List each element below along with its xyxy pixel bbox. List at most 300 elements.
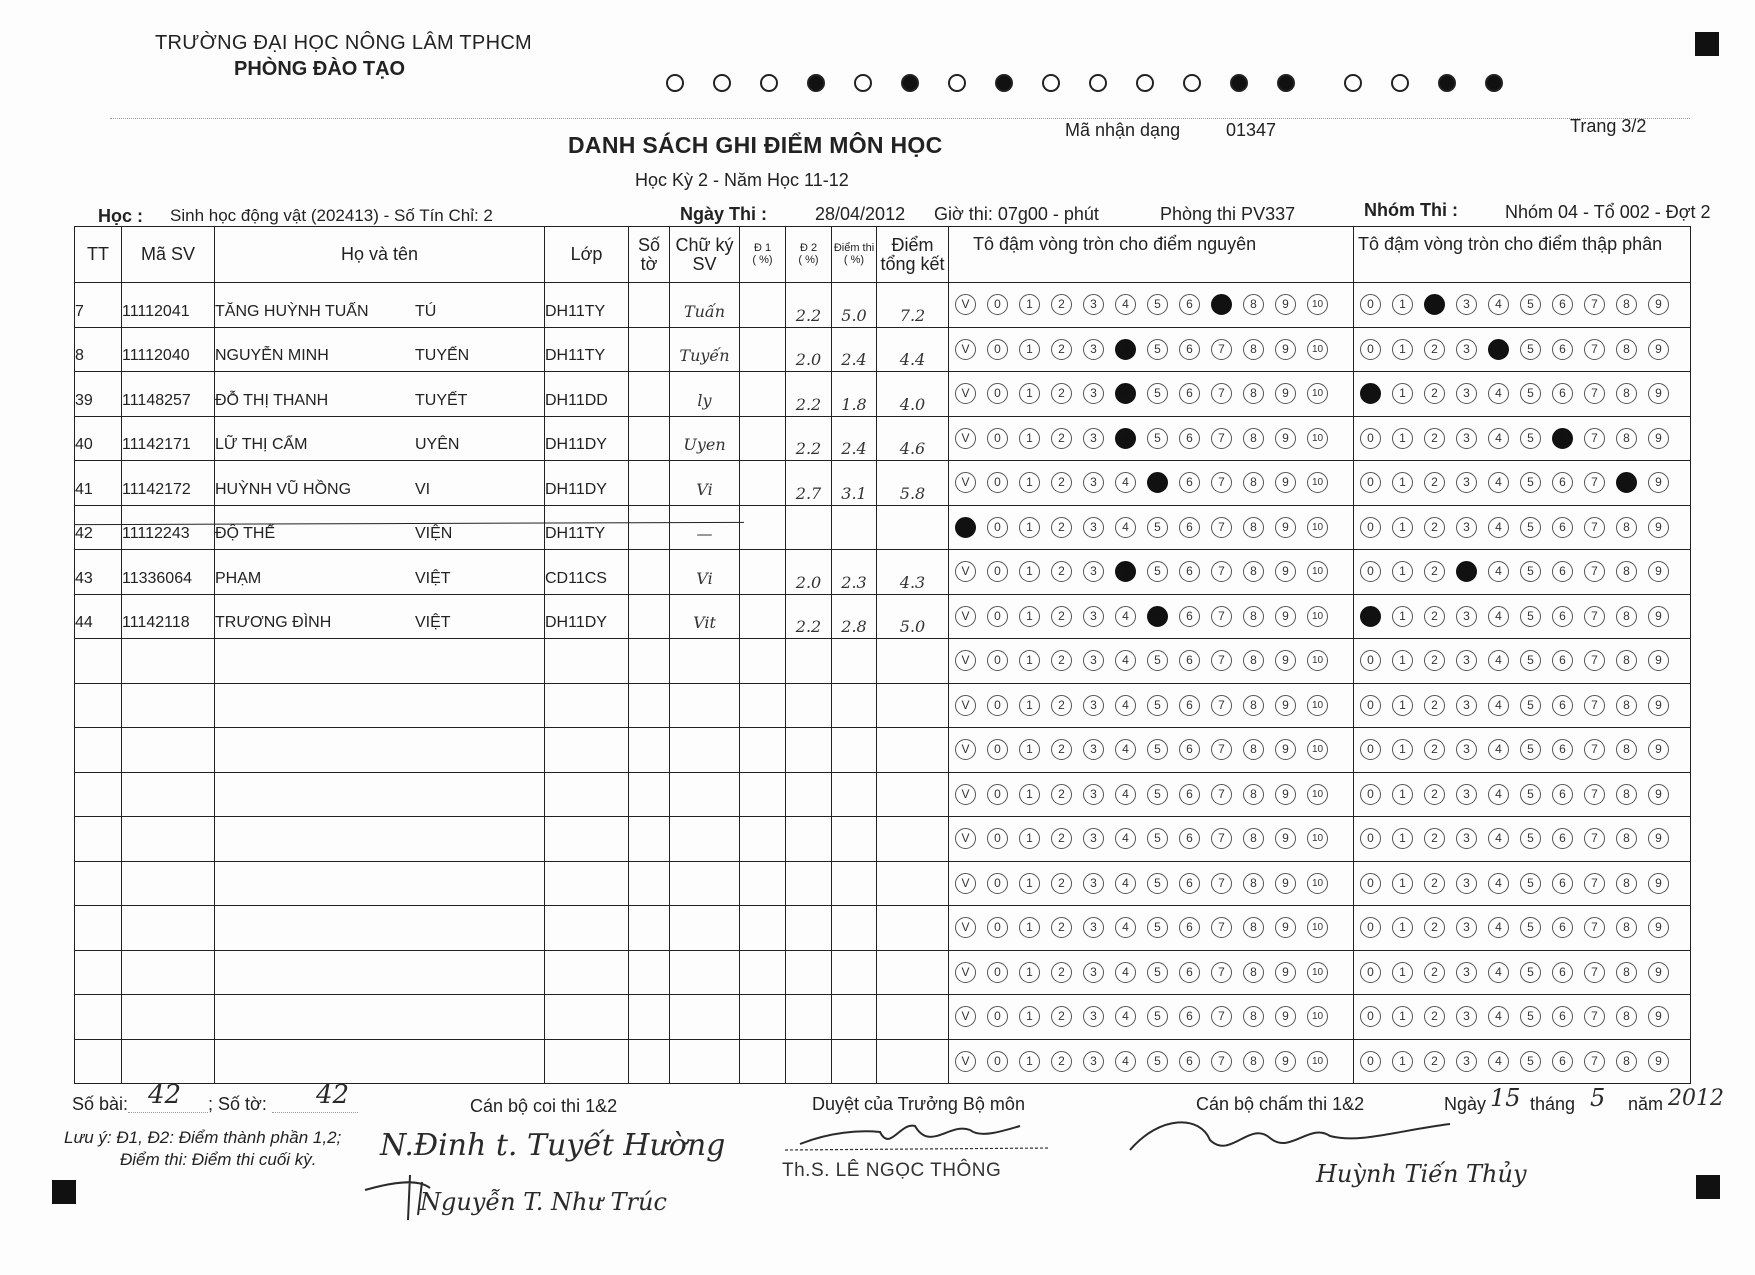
score-bubble[interactable]: 3: [1083, 873, 1104, 894]
score-bubble[interactable]: 4: [1115, 383, 1136, 404]
score-bubble[interactable]: 3: [1083, 1006, 1104, 1027]
score-bubble[interactable]: V: [955, 784, 976, 805]
score-bubble[interactable]: 4: [1115, 606, 1136, 627]
score-bubble[interactable]: 6: [1552, 873, 1573, 894]
score-bubble[interactable]: 6: [1552, 294, 1573, 315]
score-bubble[interactable]: 8: [1616, 472, 1637, 493]
score-bubble[interactable]: 5: [1520, 472, 1541, 493]
score-bubble[interactable]: 9: [1648, 561, 1669, 582]
score-bubble[interactable]: V: [955, 472, 976, 493]
score-bubble[interactable]: 6: [1179, 739, 1200, 760]
score-bubble[interactable]: 3: [1456, 428, 1477, 449]
score-bubble[interactable]: 5: [1147, 828, 1168, 849]
score-bubble[interactable]: 5: [1520, 517, 1541, 538]
score-bubble[interactable]: V: [955, 339, 976, 360]
score-bubble[interactable]: 2: [1051, 828, 1072, 849]
score-bubble[interactable]: 3: [1083, 339, 1104, 360]
score-bubble[interactable]: 7: [1211, 873, 1232, 894]
score-bubble[interactable]: 4: [1115, 428, 1136, 449]
score-bubble[interactable]: 6: [1179, 1006, 1200, 1027]
score-bubble[interactable]: 6: [1179, 517, 1200, 538]
score-bubble[interactable]: 6: [1179, 695, 1200, 716]
score-bubble[interactable]: V: [955, 650, 976, 671]
score-bubble[interactable]: 1: [1019, 917, 1040, 938]
score-bubble[interactable]: 7: [1211, 962, 1232, 983]
score-bubble[interactable]: V: [955, 606, 976, 627]
score-bubble[interactable]: 7: [1584, 1006, 1605, 1027]
score-bubble[interactable]: 6: [1179, 383, 1200, 404]
score-bubble[interactable]: V: [955, 294, 976, 315]
score-bubble[interactable]: 3: [1456, 873, 1477, 894]
score-bubble[interactable]: 6: [1552, 650, 1573, 671]
score-bubble[interactable]: 4: [1488, 828, 1509, 849]
score-bubble[interactable]: 7: [1584, 695, 1605, 716]
score-bubble[interactable]: 7: [1211, 828, 1232, 849]
score-bubble[interactable]: 7: [1211, 294, 1232, 315]
score-bubble[interactable]: 7: [1211, 695, 1232, 716]
score-bubble[interactable]: 7: [1584, 383, 1605, 404]
score-bubble[interactable]: 7: [1584, 517, 1605, 538]
score-bubble[interactable]: 9: [1648, 739, 1669, 760]
score-bubble[interactable]: 4: [1488, 383, 1509, 404]
score-bubble[interactable]: 5: [1520, 1006, 1541, 1027]
score-bubble[interactable]: 0: [1360, 383, 1381, 404]
score-bubble[interactable]: 9: [1275, 739, 1296, 760]
score-bubble[interactable]: 8: [1616, 650, 1637, 671]
score-bubble[interactable]: 3: [1456, 917, 1477, 938]
score-bubble[interactable]: 5: [1147, 695, 1168, 716]
score-bubble[interactable]: 3: [1456, 383, 1477, 404]
score-bubble[interactable]: 7: [1584, 784, 1605, 805]
score-bubble[interactable]: 7: [1584, 428, 1605, 449]
score-bubble[interactable]: 2: [1424, 917, 1445, 938]
score-bubble[interactable]: 3: [1083, 428, 1104, 449]
score-bubble[interactable]: 1: [1019, 1051, 1040, 1072]
score-bubble[interactable]: 2: [1424, 294, 1445, 315]
score-bubble[interactable]: 9: [1648, 917, 1669, 938]
score-bubble[interactable]: 3: [1456, 650, 1477, 671]
score-bubble[interactable]: 9: [1275, 606, 1296, 627]
score-bubble[interactable]: 0: [1360, 606, 1381, 627]
score-bubble[interactable]: 6: [1179, 339, 1200, 360]
score-bubble[interactable]: 0: [987, 428, 1008, 449]
score-bubble[interactable]: V: [955, 962, 976, 983]
score-bubble[interactable]: 7: [1584, 873, 1605, 894]
score-bubble[interactable]: 1: [1392, 294, 1413, 315]
score-bubble[interactable]: 10: [1307, 873, 1328, 894]
score-bubble[interactable]: 2: [1424, 1051, 1445, 1072]
score-bubble[interactable]: 8: [1616, 962, 1637, 983]
score-bubble[interactable]: 0: [1360, 339, 1381, 360]
score-bubble[interactable]: 9: [1275, 828, 1296, 849]
score-bubble[interactable]: 2: [1051, 962, 1072, 983]
score-bubble[interactable]: 2: [1424, 428, 1445, 449]
score-bubble[interactable]: 2: [1424, 695, 1445, 716]
score-bubble[interactable]: 4: [1115, 561, 1136, 582]
score-bubble[interactable]: 4: [1488, 428, 1509, 449]
score-bubble[interactable]: 3: [1083, 828, 1104, 849]
score-bubble[interactable]: 0: [1360, 294, 1381, 315]
score-bubble[interactable]: 7: [1211, 739, 1232, 760]
score-bubble[interactable]: 7: [1211, 650, 1232, 671]
score-bubble[interactable]: 5: [1147, 873, 1168, 894]
score-bubble[interactable]: 4: [1488, 695, 1509, 716]
score-bubble[interactable]: 9: [1648, 383, 1669, 404]
score-bubble[interactable]: 9: [1648, 517, 1669, 538]
score-bubble[interactable]: 2: [1424, 339, 1445, 360]
score-bubble[interactable]: 2: [1051, 428, 1072, 449]
score-bubble[interactable]: 2: [1424, 606, 1445, 627]
score-bubble[interactable]: 8: [1243, 606, 1264, 627]
score-bubble[interactable]: 5: [1520, 784, 1541, 805]
score-bubble[interactable]: 0: [1360, 428, 1381, 449]
score-bubble[interactable]: V: [955, 739, 976, 760]
score-bubble[interactable]: 7: [1211, 1006, 1232, 1027]
score-bubble[interactable]: 4: [1115, 294, 1136, 315]
score-bubble[interactable]: 1: [1392, 428, 1413, 449]
score-bubble[interactable]: 4: [1115, 517, 1136, 538]
score-bubble[interactable]: 9: [1648, 1051, 1669, 1072]
score-bubble[interactable]: 0: [1360, 739, 1381, 760]
score-bubble[interactable]: 8: [1616, 828, 1637, 849]
score-bubble[interactable]: 4: [1488, 873, 1509, 894]
score-bubble[interactable]: 1: [1019, 383, 1040, 404]
score-bubble[interactable]: 2: [1051, 695, 1072, 716]
score-bubble[interactable]: 3: [1456, 472, 1477, 493]
score-bubble[interactable]: 8: [1243, 828, 1264, 849]
score-bubble[interactable]: 3: [1083, 561, 1104, 582]
score-bubble[interactable]: 10: [1307, 428, 1328, 449]
score-bubble[interactable]: 8: [1616, 383, 1637, 404]
score-bubble[interactable]: 4: [1488, 294, 1509, 315]
score-bubble[interactable]: 5: [1147, 383, 1168, 404]
score-bubble[interactable]: 1: [1019, 695, 1040, 716]
score-bubble[interactable]: 2: [1424, 962, 1445, 983]
score-bubble[interactable]: 8: [1616, 561, 1637, 582]
score-bubble[interactable]: 9: [1275, 472, 1296, 493]
score-bubble[interactable]: 0: [987, 828, 1008, 849]
score-bubble[interactable]: 8: [1616, 1051, 1637, 1072]
score-bubble[interactable]: 0: [987, 917, 1008, 938]
score-bubble[interactable]: V: [955, 561, 976, 582]
score-bubble[interactable]: V: [955, 828, 976, 849]
score-bubble[interactable]: 2: [1424, 1006, 1445, 1027]
score-bubble[interactable]: 3: [1456, 294, 1477, 315]
score-bubble[interactable]: 3: [1083, 695, 1104, 716]
score-bubble[interactable]: 9: [1275, 917, 1296, 938]
score-bubble[interactable]: 9: [1648, 873, 1669, 894]
score-bubble[interactable]: 9: [1648, 650, 1669, 671]
score-bubble[interactable]: 4: [1115, 695, 1136, 716]
score-bubble[interactable]: 9: [1275, 428, 1296, 449]
score-bubble[interactable]: 6: [1179, 294, 1200, 315]
score-bubble[interactable]: 4: [1115, 472, 1136, 493]
score-bubble[interactable]: 6: [1179, 962, 1200, 983]
score-bubble[interactable]: 8: [1243, 472, 1264, 493]
score-bubble[interactable]: 1: [1019, 606, 1040, 627]
score-bubble[interactable]: 1: [1392, 739, 1413, 760]
score-bubble[interactable]: 6: [1552, 1051, 1573, 1072]
score-bubble[interactable]: 5: [1520, 606, 1541, 627]
score-bubble[interactable]: 2: [1051, 650, 1072, 671]
score-bubble[interactable]: 9: [1648, 695, 1669, 716]
score-bubble[interactable]: V: [955, 1051, 976, 1072]
score-bubble[interactable]: 10: [1307, 739, 1328, 760]
score-bubble[interactable]: 4: [1115, 828, 1136, 849]
score-bubble[interactable]: 6: [1552, 383, 1573, 404]
score-bubble[interactable]: 0: [987, 784, 1008, 805]
score-bubble[interactable]: 2: [1424, 784, 1445, 805]
score-bubble[interactable]: V: [955, 695, 976, 716]
score-bubble[interactable]: 5: [1147, 650, 1168, 671]
score-bubble[interactable]: 1: [1392, 1051, 1413, 1072]
score-bubble[interactable]: 10: [1307, 517, 1328, 538]
score-bubble[interactable]: 6: [1552, 695, 1573, 716]
score-bubble[interactable]: 7: [1211, 339, 1232, 360]
score-bubble[interactable]: 2: [1051, 383, 1072, 404]
score-bubble[interactable]: 0: [1360, 962, 1381, 983]
score-bubble[interactable]: 4: [1115, 339, 1136, 360]
score-bubble[interactable]: 1: [1392, 561, 1413, 582]
score-bubble[interactable]: 8: [1243, 428, 1264, 449]
score-bubble[interactable]: 1: [1019, 962, 1040, 983]
score-bubble[interactable]: 7: [1584, 294, 1605, 315]
score-bubble[interactable]: 7: [1211, 1051, 1232, 1072]
score-bubble[interactable]: 5: [1520, 962, 1541, 983]
score-bubble[interactable]: 6: [1552, 828, 1573, 849]
score-bubble[interactable]: 7: [1584, 650, 1605, 671]
score-bubble[interactable]: 1: [1019, 517, 1040, 538]
score-bubble[interactable]: 8: [1243, 561, 1264, 582]
score-bubble[interactable]: 6: [1552, 428, 1573, 449]
score-bubble[interactable]: 3: [1456, 1051, 1477, 1072]
score-bubble[interactable]: 5: [1520, 739, 1541, 760]
score-bubble[interactable]: 10: [1307, 695, 1328, 716]
score-bubble[interactable]: 7: [1211, 606, 1232, 627]
score-bubble[interactable]: 5: [1147, 294, 1168, 315]
score-bubble[interactable]: 5: [1147, 339, 1168, 360]
score-bubble[interactable]: 4: [1115, 917, 1136, 938]
score-bubble[interactable]: 7: [1584, 472, 1605, 493]
score-bubble[interactable]: 2: [1051, 1051, 1072, 1072]
score-bubble[interactable]: 8: [1243, 695, 1264, 716]
score-bubble[interactable]: 8: [1616, 339, 1637, 360]
score-bubble[interactable]: 9: [1648, 428, 1669, 449]
score-bubble[interactable]: 6: [1552, 517, 1573, 538]
score-bubble[interactable]: 5: [1147, 517, 1168, 538]
score-bubble[interactable]: 5: [1520, 917, 1541, 938]
score-bubble[interactable]: 0: [987, 561, 1008, 582]
score-bubble[interactable]: 4: [1115, 873, 1136, 894]
score-bubble[interactable]: 9: [1275, 294, 1296, 315]
score-bubble[interactable]: 2: [1051, 472, 1072, 493]
score-bubble[interactable]: 10: [1307, 784, 1328, 805]
score-bubble[interactable]: 0: [987, 339, 1008, 360]
score-bubble[interactable]: 1: [1019, 339, 1040, 360]
score-bubble[interactable]: 3: [1456, 339, 1477, 360]
score-bubble[interactable]: 3: [1083, 917, 1104, 938]
score-bubble[interactable]: 5: [1147, 1006, 1168, 1027]
score-bubble[interactable]: 1: [1392, 917, 1413, 938]
score-bubble[interactable]: 1: [1019, 561, 1040, 582]
score-bubble[interactable]: 4: [1488, 517, 1509, 538]
score-bubble[interactable]: 4: [1488, 472, 1509, 493]
score-bubble[interactable]: 9: [1648, 294, 1669, 315]
score-bubble[interactable]: 3: [1083, 517, 1104, 538]
score-bubble[interactable]: 3: [1456, 739, 1477, 760]
score-bubble[interactable]: 8: [1616, 873, 1637, 894]
score-bubble[interactable]: 10: [1307, 294, 1328, 315]
score-bubble[interactable]: 2: [1424, 517, 1445, 538]
score-bubble[interactable]: 3: [1083, 962, 1104, 983]
score-bubble[interactable]: 4: [1488, 1051, 1509, 1072]
score-bubble[interactable]: 3: [1456, 828, 1477, 849]
score-bubble[interactable]: 2: [1051, 517, 1072, 538]
score-bubble[interactable]: 5: [1520, 294, 1541, 315]
score-bubble[interactable]: 7: [1211, 428, 1232, 449]
score-bubble[interactable]: 10: [1307, 1051, 1328, 1072]
score-bubble[interactable]: 3: [1456, 962, 1477, 983]
score-bubble[interactable]: 1: [1019, 784, 1040, 805]
score-bubble[interactable]: 4: [1115, 962, 1136, 983]
score-bubble[interactable]: 1: [1019, 1006, 1040, 1027]
score-bubble[interactable]: 3: [1456, 517, 1477, 538]
score-bubble[interactable]: 8: [1616, 695, 1637, 716]
score-bubble[interactable]: 0: [1360, 828, 1381, 849]
score-bubble[interactable]: 8: [1243, 1006, 1264, 1027]
score-bubble[interactable]: 6: [1552, 1006, 1573, 1027]
score-bubble[interactable]: 9: [1648, 784, 1669, 805]
score-bubble[interactable]: V: [955, 428, 976, 449]
score-bubble[interactable]: 1: [1392, 873, 1413, 894]
score-bubble[interactable]: 1: [1019, 428, 1040, 449]
score-bubble[interactable]: 6: [1552, 339, 1573, 360]
score-bubble[interactable]: 6: [1552, 917, 1573, 938]
score-bubble[interactable]: 6: [1179, 1051, 1200, 1072]
score-bubble[interactable]: 10: [1307, 962, 1328, 983]
score-bubble[interactable]: 6: [1552, 472, 1573, 493]
score-bubble[interactable]: 10: [1307, 606, 1328, 627]
score-bubble[interactable]: 8: [1243, 517, 1264, 538]
score-bubble[interactable]: 8: [1243, 873, 1264, 894]
score-bubble[interactable]: 5: [1147, 739, 1168, 760]
score-bubble[interactable]: 1: [1392, 517, 1413, 538]
score-bubble[interactable]: 2: [1051, 294, 1072, 315]
score-bubble[interactable]: 5: [1520, 650, 1541, 671]
score-bubble[interactable]: 0: [1360, 561, 1381, 582]
score-bubble[interactable]: 3: [1083, 650, 1104, 671]
score-bubble[interactable]: 8: [1243, 739, 1264, 760]
score-bubble[interactable]: 1: [1392, 828, 1413, 849]
score-bubble[interactable]: 7: [1211, 917, 1232, 938]
score-bubble[interactable]: 8: [1243, 1051, 1264, 1072]
score-bubble[interactable]: 4: [1115, 650, 1136, 671]
score-bubble[interactable]: 8: [1243, 339, 1264, 360]
score-bubble[interactable]: 4: [1488, 1006, 1509, 1027]
score-bubble[interactable]: 1: [1019, 873, 1040, 894]
score-bubble[interactable]: 2: [1051, 1006, 1072, 1027]
score-bubble[interactable]: 2: [1424, 739, 1445, 760]
score-bubble[interactable]: 3: [1083, 739, 1104, 760]
score-bubble[interactable]: 7: [1211, 517, 1232, 538]
score-bubble[interactable]: 10: [1307, 650, 1328, 671]
score-bubble[interactable]: 4: [1488, 606, 1509, 627]
score-bubble[interactable]: 2: [1051, 917, 1072, 938]
score-bubble[interactable]: 9: [1648, 472, 1669, 493]
score-bubble[interactable]: 8: [1616, 517, 1637, 538]
score-bubble[interactable]: 2: [1051, 561, 1072, 582]
score-bubble[interactable]: 1: [1392, 1006, 1413, 1027]
score-bubble[interactable]: 5: [1147, 1051, 1168, 1072]
score-bubble[interactable]: 2: [1424, 383, 1445, 404]
score-bubble[interactable]: 0: [987, 1006, 1008, 1027]
score-bubble[interactable]: 1: [1392, 962, 1413, 983]
score-bubble[interactable]: 0: [1360, 650, 1381, 671]
score-bubble[interactable]: 8: [1616, 784, 1637, 805]
score-bubble[interactable]: 2: [1424, 472, 1445, 493]
score-bubble[interactable]: 10: [1307, 561, 1328, 582]
score-bubble[interactable]: 9: [1648, 606, 1669, 627]
score-bubble[interactable]: 7: [1211, 784, 1232, 805]
score-bubble[interactable]: 2: [1424, 650, 1445, 671]
score-bubble[interactable]: 5: [1147, 561, 1168, 582]
score-bubble[interactable]: 8: [1616, 294, 1637, 315]
score-bubble[interactable]: V: [955, 873, 976, 894]
score-bubble[interactable]: 1: [1019, 472, 1040, 493]
score-bubble[interactable]: 4: [1488, 650, 1509, 671]
score-bubble[interactable]: 3: [1083, 1051, 1104, 1072]
score-bubble[interactable]: 0: [987, 695, 1008, 716]
score-bubble[interactable]: 3: [1456, 784, 1477, 805]
score-bubble[interactable]: 2: [1051, 784, 1072, 805]
score-bubble[interactable]: 5: [1520, 339, 1541, 360]
score-bubble[interactable]: 9: [1648, 962, 1669, 983]
score-bubble[interactable]: 0: [1360, 917, 1381, 938]
score-bubble[interactable]: 3: [1083, 294, 1104, 315]
score-bubble[interactable]: 0: [1360, 695, 1381, 716]
score-bubble[interactable]: 2: [1051, 739, 1072, 760]
score-bubble[interactable]: 1: [1392, 695, 1413, 716]
score-bubble[interactable]: 3: [1456, 561, 1477, 582]
score-bubble[interactable]: 2: [1424, 561, 1445, 582]
score-bubble[interactable]: 6: [1552, 962, 1573, 983]
score-bubble[interactable]: V: [955, 917, 976, 938]
score-bubble[interactable]: 6: [1179, 917, 1200, 938]
score-bubble[interactable]: 1: [1019, 650, 1040, 671]
score-bubble[interactable]: 8: [1243, 917, 1264, 938]
score-bubble[interactable]: 4: [1488, 561, 1509, 582]
score-bubble[interactable]: 6: [1179, 561, 1200, 582]
score-bubble[interactable]: 0: [1360, 784, 1381, 805]
score-bubble[interactable]: 2: [1424, 828, 1445, 849]
score-bubble[interactable]: 0: [987, 383, 1008, 404]
score-bubble[interactable]: 4: [1115, 739, 1136, 760]
score-bubble[interactable]: 1: [1019, 294, 1040, 315]
score-bubble[interactable]: 1: [1392, 383, 1413, 404]
score-bubble[interactable]: 5: [1520, 873, 1541, 894]
score-bubble[interactable]: 5: [1147, 472, 1168, 493]
score-bubble[interactable]: 5: [1520, 828, 1541, 849]
score-bubble[interactable]: 6: [1179, 873, 1200, 894]
score-bubble[interactable]: 5: [1147, 606, 1168, 627]
score-bubble[interactable]: 10: [1307, 917, 1328, 938]
score-bubble[interactable]: 7: [1211, 561, 1232, 582]
score-bubble[interactable]: 6: [1552, 784, 1573, 805]
score-bubble[interactable]: 9: [1275, 650, 1296, 671]
score-bubble[interactable]: 4: [1488, 784, 1509, 805]
score-bubble[interactable]: 6: [1552, 606, 1573, 627]
score-bubble[interactable]: 6: [1179, 650, 1200, 671]
